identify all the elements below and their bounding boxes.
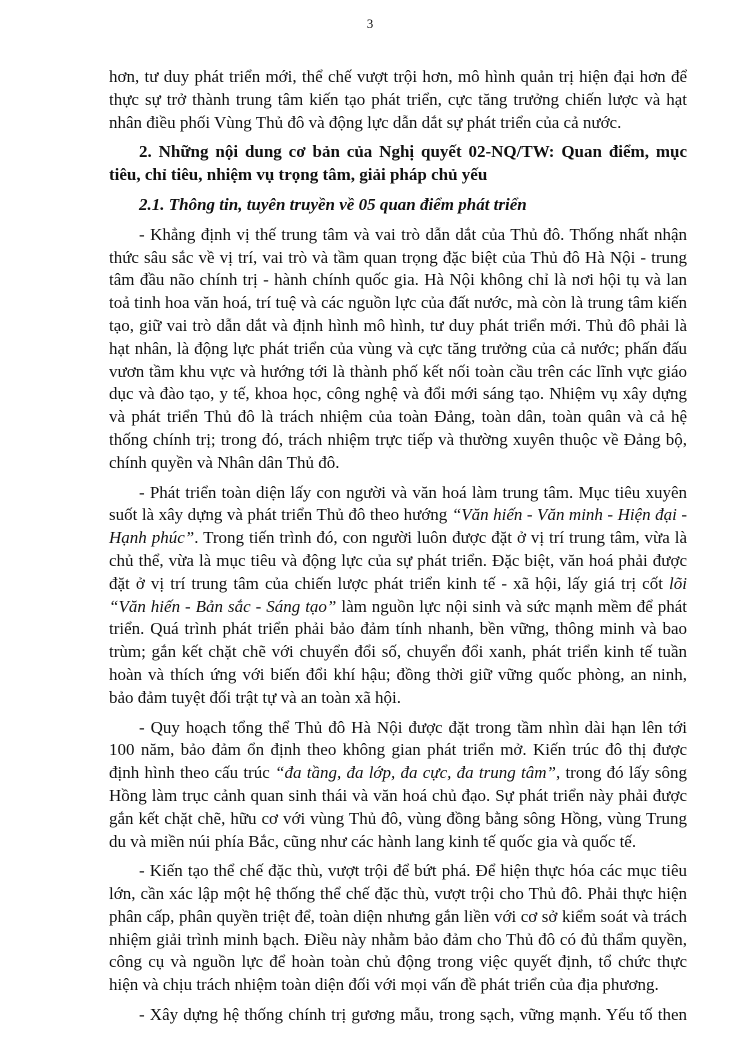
subsection-heading: 2.1. Thông tin, tuyên truyền về 05 quan điểm phát triển <box>139 194 527 214</box>
text-run: , trong đó lấy sông Hồng làm trục cảnh quan sinh thái và văn hoá chủ đạo. Sự phát triển này phải được gắn kết chặt chẽ, hữu cơ với vùng Thủ đô, vùng đồng bằng sông Hồng, vùng Trung du và miền núi phía Bắc, cũng như các hành lang kinh tế quốc gia và quốc tế. <box>109 763 687 851</box>
paragraph-continuation: hơn, tư duy phát triển mới, thể chế vượt trội hơn, mô hình quản trị hiện đại hơn để thực sự trở thành trung tâm kiến tạo phát triển, cực tăng trưởng chiến lược và hạt nhân điều phối Vùng Thủ đô và động lực dẫn dắt sự phát triển của cả nước. <box>109 67 687 132</box>
document-body <box>109 66 687 1027</box>
text-run: - Phát triển toàn diện lấy con người và văn hoá làm trung tâm. Mục tiêu xuyên suốt là xây dựng và phát triển Thủ đô theo hướng <box>109 482 687 525</box>
paragraph-master-plan <box>109 717 687 854</box>
italic-quote-motto: “Văn hiến - Văn minh - Hiện đại - Hạnh phúc” <box>109 505 687 548</box>
text-run: - Quy hoạch tổng thể Thủ đô Hà Nội được đặt trong tầm nhìn dài hạn lên tới 100 năm, bảo đảm ổn định theo không gian phát triển mở. Kiến trúc đô thị được định hình theo cấu trúc <box>109 717 687 783</box>
page-number: 3 <box>366 16 374 31</box>
paragraph-political-system: - Xây dựng hệ thống chính trị gương mẫu, trong sạch, vững mạnh. Yếu tố then <box>139 1005 687 1025</box>
italic-quote-structure: “đa tầng, đa lớp, đa cực, đa trung tâm” <box>275 763 556 783</box>
italic-quote-core-values: lõi “Văn hiến - Bản sắc - Sáng tạo” <box>109 573 687 616</box>
text-run: làm nguồn lực nội sinh và sức mạnh mềm để phát triển. Quá trình phát triển phải bảo đảm tính nhanh, bền vững, thông minh và bao trùm; gắn kết chặt chẽ với chuyển đổi số, chuyển đổi xanh, phát triển kinh tế tuần hoàn và thích ứng với biến đổi khí hậu; đồng thời giữ vững quốc phòng, an ninh, bảo đảm tuyệt đối trật tự và an toàn xã hội. <box>109 596 688 707</box>
paragraph-people-culture <box>109 482 687 710</box>
paragraph-institutions: - Kiến tạo thể chế đặc thù, vượt trội để bứt phá. Để hiện thực hóa các mục tiêu lớn, cần xác lập một hệ thống thể chế đặc thù, vượt trội cho Thủ đô. Phải thực hiện phân cấp, phân quyền triệt để, toàn diện nhưng gắn liền với cơ sở kiểm soát và trách nhiệm giải trình minh bạch. Điều này nhằm bảo đảm cho Thủ đô có đủ thẩm quyền, công cụ và nguồn lực để hoàn toàn chủ động trong việc quyết định, tổ chức thực hiện và chịu trách nhiệm toàn diện đối với mọi vấn đề phát triển của địa phương. <box>109 861 687 995</box>
text-run: . Trong tiến trình đó, con người luôn được đặt ở vị trí trung tâm, vừa là chủ thể, vừa là mục tiêu và động lực của sự phát triển. Đặc biệt, văn hoá phải được đặt ở vị trí trung tâm của chiến lược phát triển kinh tế - xã hội, lấy giá trị cốt <box>109 528 687 593</box>
section-heading: 2. Những nội dung cơ bản của Nghị quyết 02-NQ/TW: Quan điểm, mục tiêu, chỉ tiêu, nhiệm vụ trọng tâm, giải pháp chủ yếu <box>109 142 687 185</box>
paragraph-central-role: - Khẳng định vị thế trung tâm và vai trò dẫn dắt của Thủ đô. Thống nhất nhận thức sâu sắc về vị trí, vai trò và tầm quan trọng đặc biệt của Thủ đô Hà Nội - trung tâm đầu não chính trị - hành chính quốc gia. Hà Nội không chỉ là nơi hội tụ và lan toả tinh hoa văn hoá, trí tuệ và các nguồn lực của đất nước, mà còn là trung tâm kiến tạo, giữ vai trò dẫn dắt và định hình mô hình, tư duy phát triển mới. Thủ đô phải là hạt nhân, là động lực phát triển của vùng và cực tăng trưởng của cả nước; phấn đấu vươn tầm khu vực và hướng tới là thành phố kết nối toàn cầu trên các lĩnh vực giáo dục và đào tạo, y tế, khoa học, công nghệ và đổi mới sáng tạo. Nhiệm vụ xây dựng và phát triển Thủ đô là trách nhiệm của toàn Đảng, toàn dân, toàn quân và cả hệ thống chính trị; trong đó, trách nhiệm trực tiếp và thường xuyên thuộc về Đảng bộ, chính quyền và Nhân dân Thủ đô. <box>109 224 687 472</box>
